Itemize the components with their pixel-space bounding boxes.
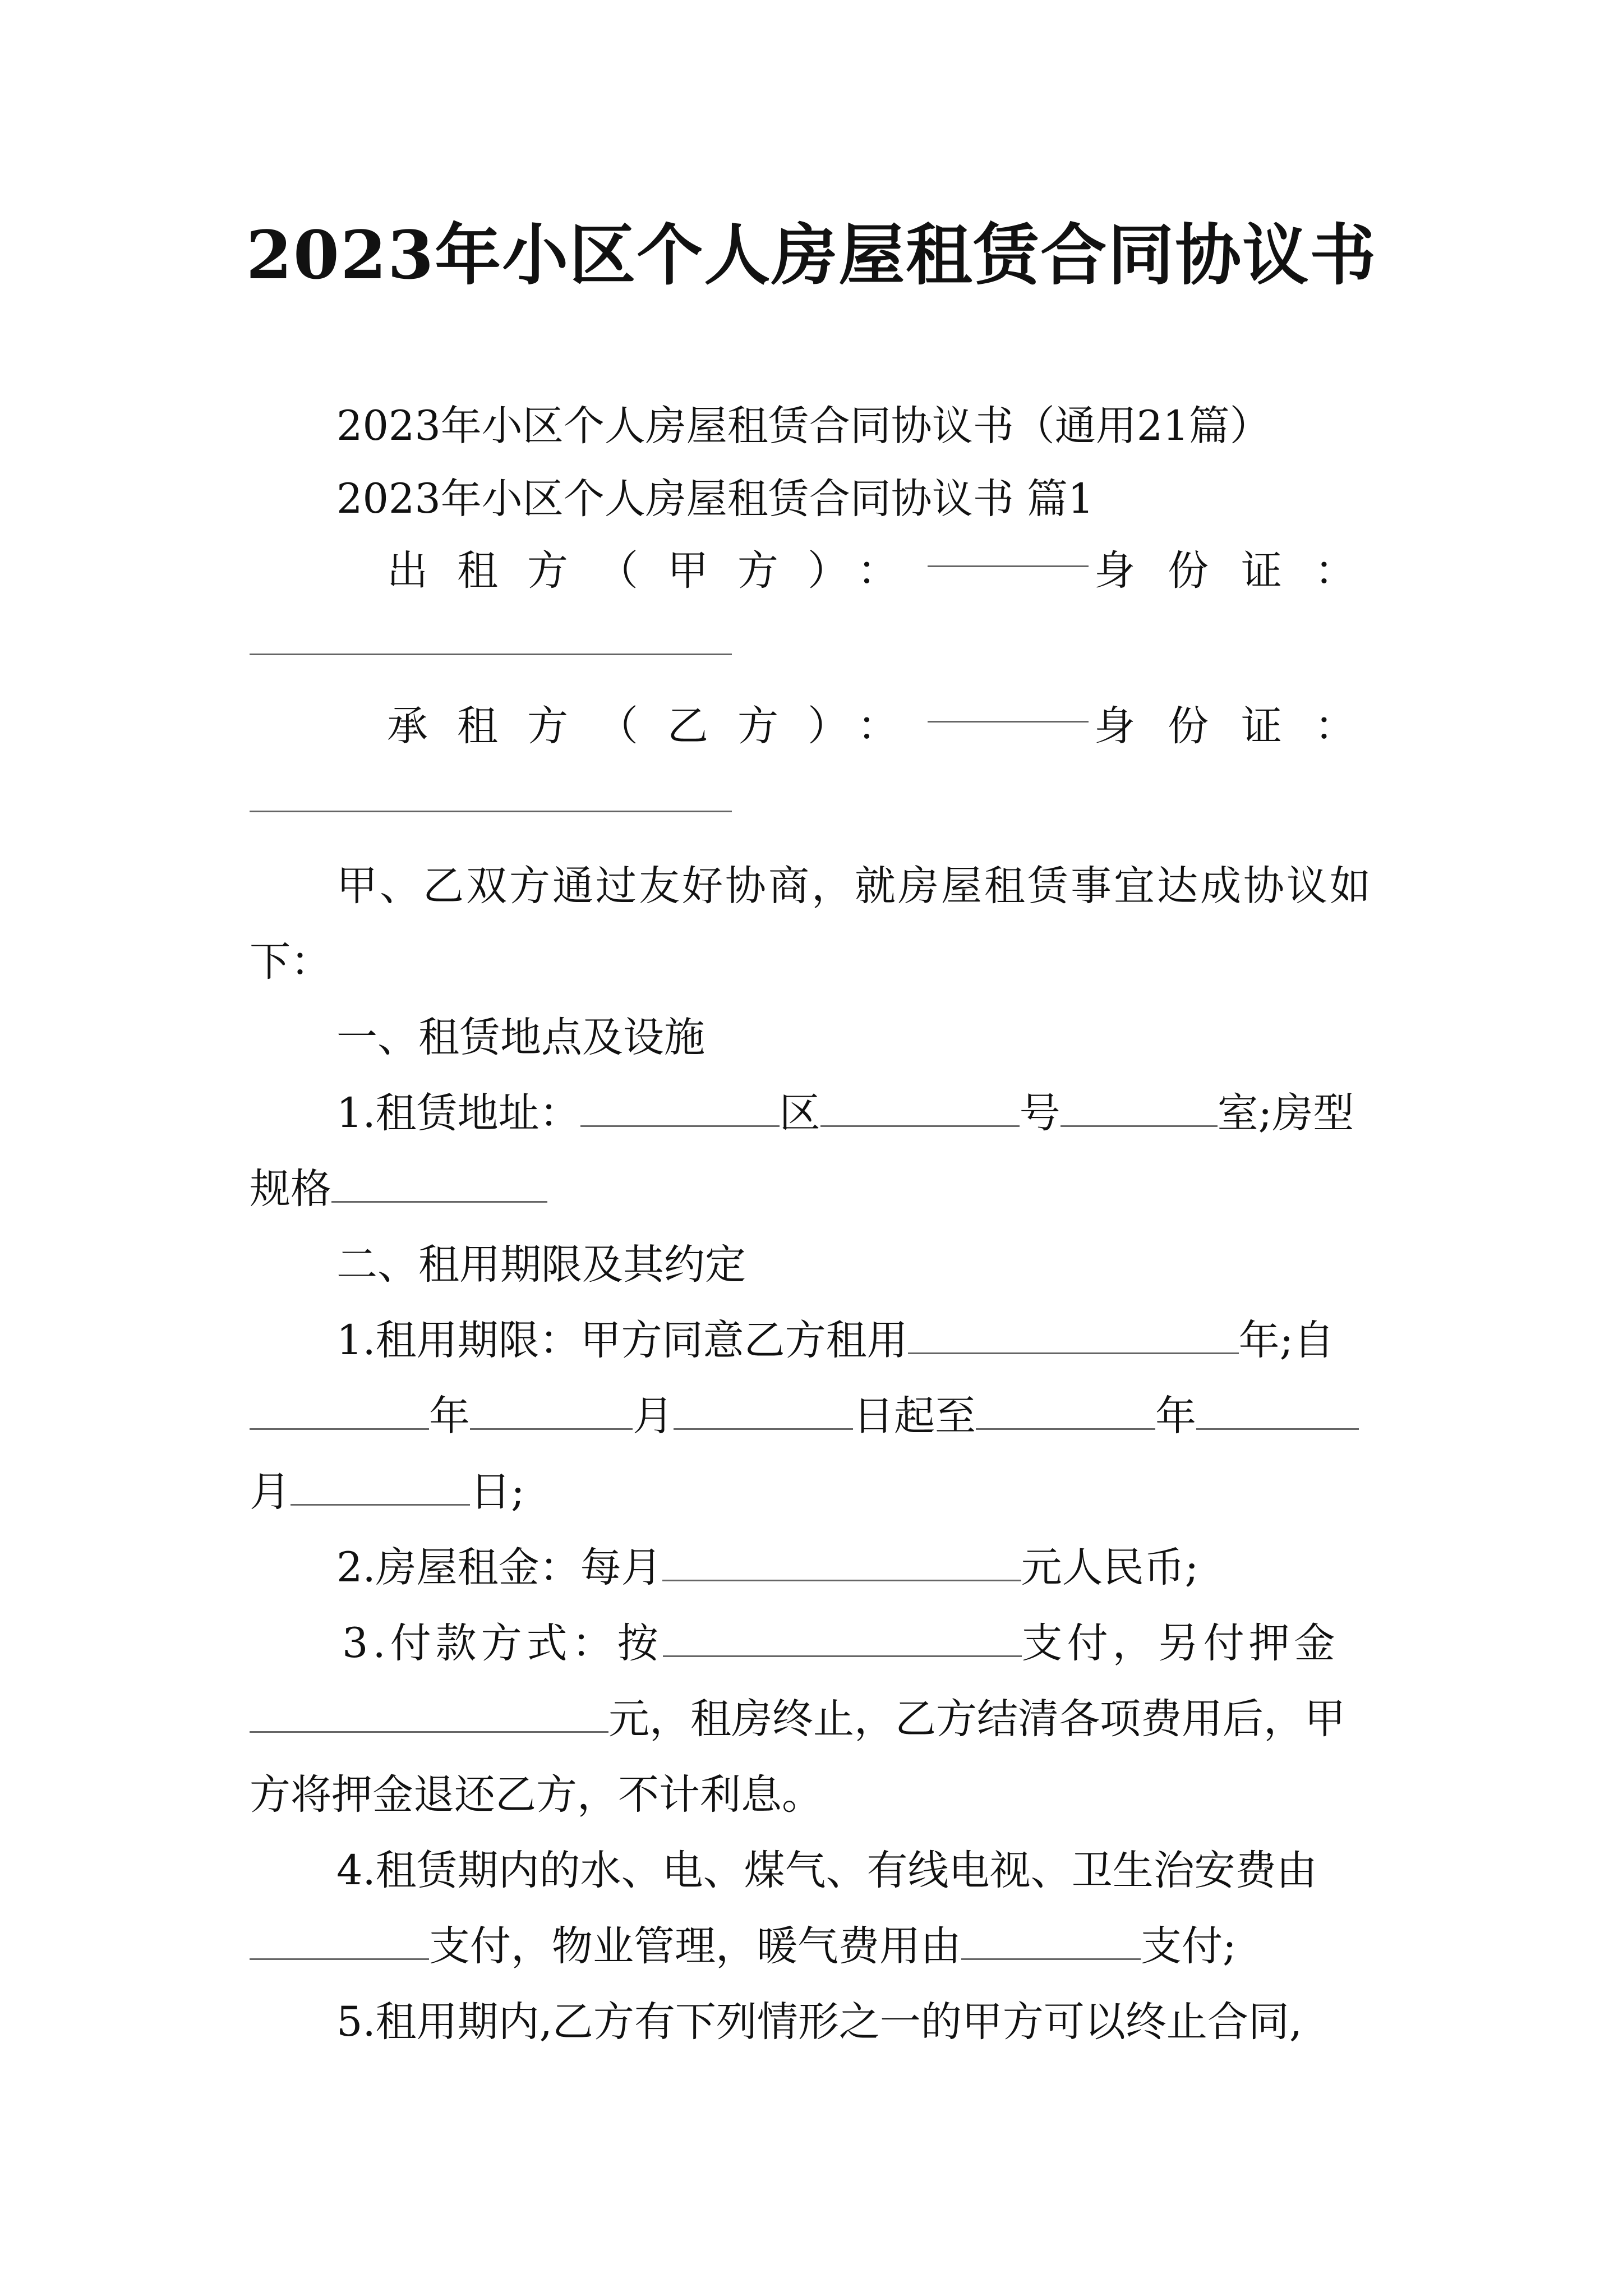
property-payer-blank [961, 1925, 1141, 1960]
rent-suffix: 元人民币; [1021, 1544, 1199, 1591]
ri-qi-zhi-label: 日起至 [853, 1392, 976, 1440]
address-hao: 号 [1019, 1089, 1061, 1137]
deposit-blank [250, 1697, 608, 1733]
term-dates-row [250, 1377, 1388, 1456]
subtitle: 2023年小区个人房屋租赁合同协议书（通用21篇） [336, 402, 1271, 450]
payment-line-2: 元，租房终止，乙方结清各项费用后，甲 [608, 1695, 1345, 1743]
lessor-id-label: 身份证： [1094, 547, 1388, 595]
payment-line-3: 方将押金退还乙方，不计利息。 [250, 1771, 823, 1819]
yue-label-2: 月 [250, 1468, 291, 1516]
payment-method-blank [663, 1622, 1022, 1657]
heading-1: 一、租赁地点及设施 [336, 1014, 705, 1061]
term-end-row [250, 1453, 1388, 1531]
rent-prefix: 2.房屋租金：每月 [336, 1544, 662, 1591]
lessor-row [387, 532, 1388, 610]
rent-row [336, 1529, 1475, 1607]
nian-label-2: 年 [1155, 1392, 1196, 1440]
room-blank [1061, 1092, 1218, 1127]
address-shi: 室;房型 [1217, 1089, 1354, 1137]
lessee-row [387, 687, 1388, 766]
yue-label: 月 [633, 1392, 674, 1440]
section-heading: 2023年小区个人房屋租赁合同协议书 篇1 [336, 475, 1094, 523]
end-year-blank [976, 1395, 1155, 1430]
term-prefix: 1.租用期限：甲方同意乙方租用 [336, 1317, 908, 1364]
district-blank [580, 1092, 780, 1127]
lessee-name-blank [928, 687, 1089, 723]
address-row [336, 1074, 1475, 1153]
term-5: 5.租用期内,乙方有下列情形之一的甲方可以终止合同, [336, 1998, 1303, 2046]
payment-mid: 支付，另付押金 [1021, 1619, 1340, 1667]
end-month-blank [1196, 1395, 1359, 1430]
start-day-blank [674, 1395, 853, 1430]
fee-pay-2: 支付; [1141, 1922, 1237, 1970]
intro-line-1: 甲、乙双方通过友好协商，就房屋租赁事宜达成协议如 [336, 862, 1373, 910]
address-prefix: 1.租赁地址： [336, 1089, 580, 1137]
payment-row [342, 1604, 1388, 1683]
end-day-blank [291, 1470, 470, 1506]
nian-label: 年 [429, 1392, 470, 1440]
term-nian-zi: 年;自 [1238, 1317, 1335, 1364]
lessee-id-blank [250, 811, 732, 812]
payment-prefix: 3.付款方式：按 [342, 1619, 663, 1667]
term-years-blank [908, 1319, 1239, 1354]
term-row [336, 1301, 1475, 1380]
lessee-label: 承租方（乙方）： [387, 702, 928, 750]
ri-end-label: 日; [470, 1468, 525, 1516]
spec-row [250, 1150, 1388, 1228]
start-year-blank [250, 1395, 429, 1430]
lessor-label: 出租方（甲方）： [387, 547, 928, 595]
document-title: 2023年小区个人房屋租赁合同协议书 [246, 216, 1377, 294]
start-month-blank [470, 1395, 633, 1430]
fee-line-1: 4.租赁期内的水、电、煤气、有线电视、卫生治安费由 [336, 1847, 1317, 1894]
lessee-id-label: 身份证： [1094, 702, 1388, 750]
intro-line-2: 下： [250, 938, 331, 986]
number-blank [820, 1092, 1020, 1127]
lessor-name-blank [928, 532, 1089, 567]
spec-label: 规格 [250, 1165, 331, 1213]
fee-row-2 [250, 1907, 1388, 1986]
heading-2: 二、租用期限及其约定 [336, 1241, 746, 1289]
spec-blank [331, 1167, 547, 1203]
payment-row-2 [250, 1680, 1388, 1759]
rent-blank [662, 1546, 1021, 1581]
lessor-id-blank [250, 654, 732, 655]
address-qu: 区 [779, 1089, 820, 1137]
fee-pay-1: 支付，物业管理，暖气费用由 [429, 1922, 961, 1970]
utility-payer-blank [250, 1925, 429, 1960]
